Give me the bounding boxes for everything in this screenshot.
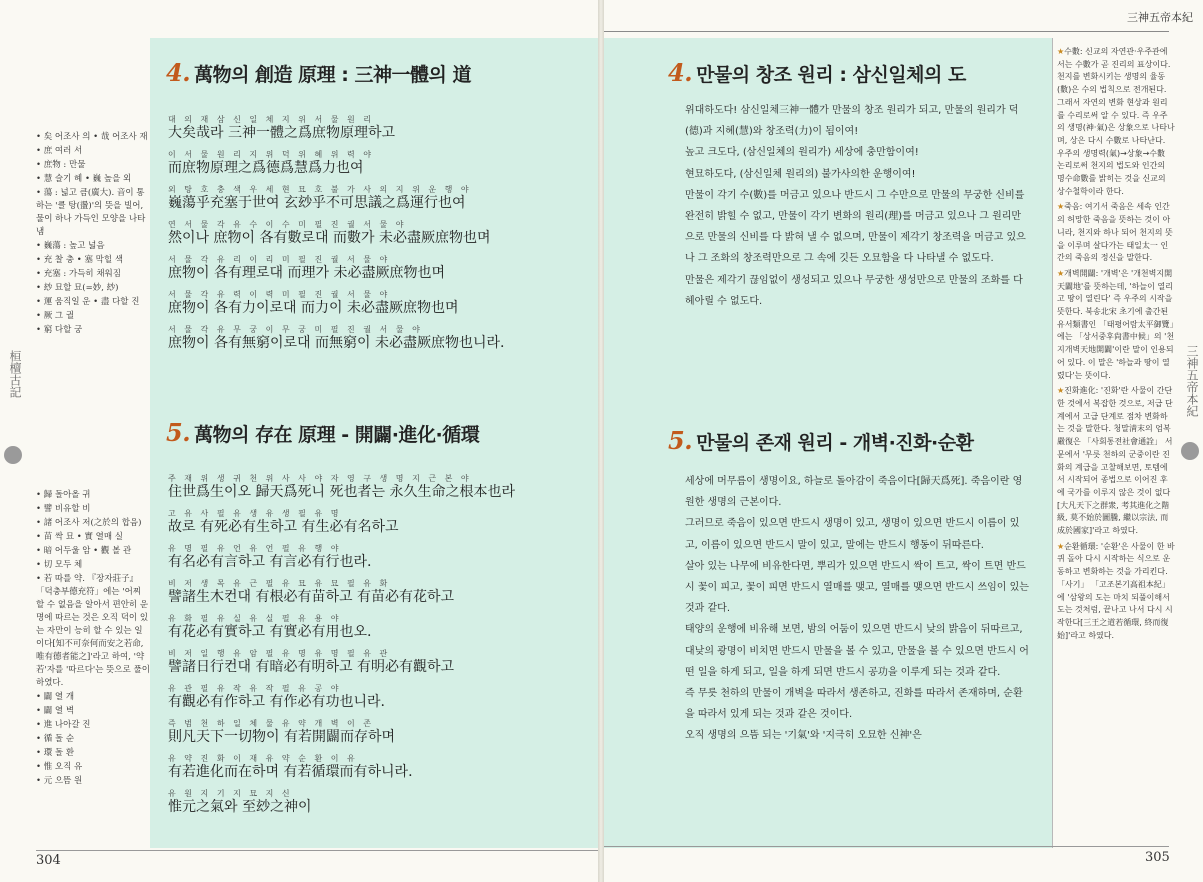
section-number: 5.	[668, 426, 693, 455]
vocab-note: • 庶 여러 서	[36, 146, 83, 156]
vocab-note: • 元 으뜸 원	[36, 776, 83, 786]
left-side-label: 桓檀古記	[8, 350, 22, 398]
vocab-note: • 進 나아갈 진	[36, 720, 91, 730]
hanja-line	[168, 254, 588, 282]
vocab-note: • 玅 묘할 묘(=妙, 玅)	[36, 283, 119, 293]
right-section4-body	[685, 100, 1030, 312]
vocab-note: • 惟 오직 유	[36, 762, 83, 772]
right-section5-title	[668, 426, 973, 455]
vocab-note: • 環 돌 환	[36, 748, 75, 758]
body-paragraph: 그러므로 죽음이 있으면 반드시 생명이 있고, 생명이 있으면 반드시 이름이 있고, 이름이 있으면 반드시 말이 있고, 말에는 반드시 행동이 뒤따른다.	[685, 518, 1020, 551]
section-number: 4.	[166, 58, 191, 87]
body-paragraph: 태양의 운행에 비유해 보면, 밤의 어둠이 있으면 반드시 낮의 밝음이 뒤따르고, 대낮의 광명이 비치면 반드시 만물을 볼 수 있고, 만물을 볼 수 있으면 반드시 어떤 일을 하게 되고, 일을 하게 되면 반드시 공功을 이루게 되는 것과 같다.	[685, 624, 1029, 678]
vocab-note: • 窮 다할 궁	[36, 325, 83, 335]
vocab-note: • 運 움직일 운 • 盡 다할 진	[36, 297, 140, 307]
hanja-line	[168, 578, 588, 606]
korean-reading: 대 의 재 삼 신 일 체 지 위 서 물 원 리	[168, 115, 374, 124]
korean-reading: 비 저 생 목 유 근 필 유 묘 유 묘 필 유 화	[168, 579, 391, 588]
hanja-text: 惟元之氣와 至玅之神이	[168, 799, 312, 815]
left-page-number: 304	[36, 853, 61, 868]
left-notes-bottom	[36, 489, 150, 789]
body-paragraph: 높고 크도다, (삼신일체의 원리가) 세상에 충만함이여!	[685, 147, 919, 159]
vocab-note: • 苗 싹 묘 • 實 열매 실	[36, 532, 123, 542]
korean-reading: 즉 범 천 하 일 체 물 유 약 개 벽 이 존	[168, 719, 374, 728]
vocab-note: • 循 돌 순	[36, 734, 75, 744]
korean-reading: 유 명 필 유 언 유 언 필 유 행 야	[168, 544, 342, 553]
body-paragraph: 즉 무릇 천하의 만물이 개벽을 따라서 생존하고, 진화를 따라서 존재하며, 순환을 따라서 있게 되는 것과 같은 것이다.	[685, 688, 1023, 721]
hanja-line	[168, 184, 588, 212]
left-tab-icon	[4, 446, 22, 464]
hanja-line	[168, 753, 588, 781]
hanja-line	[168, 149, 588, 177]
section-title-text: 만물의 창조 원리 : 삼신일체의 도	[696, 64, 966, 86]
left-notes-top	[36, 131, 150, 338]
korean-reading: 고 유 사 필 유 생 유 생 필 유 명	[168, 509, 342, 518]
korean-reading: 유 관 필 유 작 유 작 필 유 공 야	[168, 684, 342, 693]
hanja-line	[168, 543, 588, 571]
korean-reading: 연 서 물 각 유 수 이 수 미 필 진 궐 서 물 야	[168, 220, 407, 229]
vocab-note: • 諸 어조사 저(之於의 합음)	[36, 518, 142, 528]
section-title-text: 만물의 존재 원리 - 개벽·진화·순환	[696, 432, 974, 454]
hanja-line	[168, 683, 588, 711]
vocab-note: • 若 따를 약. 『장자莊子』 「덕충부德充符」에는 '어찌 할 수 없음을 알아서 편안히 운명에 따르는 것은 오직 덕이 있는 자만이 능히 할 수 있는 일이다[知不可奈何而安之若命, 唯有德者能之]'라고 하여, '약若'자를 '따르다'는 뜻으로 풀이하였다.	[36, 574, 150, 688]
body-paragraph: 오직 생명의 으뜸 되는 '기氣'와 '지극히 오묘한 신神'은	[685, 730, 922, 742]
footnote: ★죽음: 여기서 죽음은 세속 인간의 허망한 죽음을 뜻하는 것이 아니라, 천지와 하나 되어 천지의 뜻을 이루며 살다가는 태일太一 인간의 죽음의 정신을 말한다.	[1057, 202, 1173, 263]
hanja-line	[168, 219, 588, 247]
body-paragraph: 현묘하도다, (삼신일체 원리의) 불가사의한 운행이여!	[685, 168, 916, 180]
right-section4-title	[668, 58, 966, 87]
star-icon: ★	[1057, 47, 1065, 56]
hanja-text: 而庶物原理之爲德爲慧爲力也여	[168, 160, 364, 176]
footnote: ★개벽開闢: '개벽'은 '개천벽지開天闢地'를 뜻하는데, '하늘이 열리고 땅이 열린다' 즉 우주의 시작을 뜻한다. 북송北宋 초기에 출간된 유서類書인 「태평어람太平御覽」에는 「상서중후尙書中候」의 '천지개벽天地開闢'이란 말이 인용되어 있다. 이 말은 '하늘과 땅이 열렸다'는 뜻이다.	[1057, 268, 1175, 380]
body-paragraph: 위대하도다! 삼신일체三神一體가 만물의 창조 원리가 되고, 만물의 원리가 덕(德)과 지혜(慧)와 창조력(力)이 됨이여!	[685, 105, 1019, 138]
header-rule	[604, 31, 1169, 32]
korean-reading: 이 서 물 원 리 지 위 덕 위 혜 위 력 야	[168, 150, 374, 159]
section-number: 4.	[668, 58, 693, 87]
hanja-line	[168, 788, 588, 816]
body-paragraph: 만물이 각기 수(數)를 머금고 있으나 반드시 그 수만으로 만물의 무궁한 신비를 완전히 밝힐 수 없고, 만물이 각기 변화의 원리(理)를 머금고 있으나 그 원리만으로 만물의 신비를 다 밝혀 낼 수 없으며, 만물이 제각기 창조력을 머금고 있으나 그 조화의 창조력만으로 그 속에 깃든 오묘함을 다 나타낼 수 없도다.	[685, 189, 1026, 265]
hanja-line	[168, 324, 588, 352]
hanja-text: 有觀必有作하고 有作必有功也니라.	[168, 694, 385, 710]
hanja-text: 庶物이 各有力이로대 而力이 未必盡厥庶物也며	[168, 300, 459, 316]
vocab-note: • 譬 비유할 비	[36, 504, 91, 514]
hanja-line	[168, 613, 588, 641]
left-footer-rule	[36, 850, 598, 851]
footnote: ★순환循環: '순환'은 사물이 한 바퀴 돌아 다시 시작하는 식으로 운동하고 변화하는 것을 가리킨다. 「사기」 「고조본기高祖本紀」에 '삼왕의 도는 마치 되풀이해서 도는 것처럼, 끝나고 나서 다시 시작한다[三王之道若循環, 終而復始]'라고 하였다.	[1057, 541, 1175, 640]
hanja-line	[168, 114, 588, 142]
right-section5-body	[685, 471, 1030, 747]
korean-reading: 서 물 각 유 무 궁 이 무 궁 미 필 진 궐 서 물 야	[168, 325, 423, 334]
body-paragraph: 세상에 머무름이 생명이요, 하늘로 돌아감이 죽음이다[歸天爲死]. 죽음이란 영원한 생명의 근본이다.	[685, 476, 1023, 509]
hanja-text: 庶物이 各有理로대 而理가 未必盡厥庶物也며	[168, 265, 445, 281]
hanja-text: 譬諸日行컨대 有暗必有明하고 有明必有觀하고	[168, 659, 455, 675]
hanja-text: 住世爲生이오 歸天爲死니 死也者는 永久生命之根本也라	[168, 484, 515, 500]
hanja-text: 大矣哉라 三神一體之爲庶物原理하고	[168, 125, 396, 141]
hanja-text: 譬諸生木컨대 有根必有苗하고 有苗必有花하고	[168, 589, 455, 605]
left-section4-title	[166, 58, 471, 87]
star-icon: ★	[1057, 386, 1065, 396]
vocab-note: • 蕩 : 넓고 큼(廣大). 音이 통하는 '클 탕(盪)'의 뜻을 빌어, 물이 하나 가득인 모양을 나타냄	[36, 188, 146, 237]
hanja-line	[168, 648, 588, 676]
footnote: ★수數: 신교의 자연관·우주관에서는 수數가 곧 진리의 표상이다. 천지를 변화시키는 생명의 율동(數)은 수의 법칙으로 전개된다. 그래서 자연의 변화 현상과 원리를 수리로써 알 수 있다. 즉 우주의 생명(神·氣)은 상象으로 나타나며, 상은 다시 수數로 나타난다. 우주의 생명력(氣)→상象→수數 논리로써 천지의 법도와 인간의 명수命數를 밝히는 것을 신교의 상수철학이라 한다.	[1057, 47, 1175, 196]
star-icon: ★	[1057, 541, 1065, 551]
korean-reading: 유 원 지 기 지 묘 지 신	[168, 789, 293, 798]
hanja-line	[168, 289, 588, 317]
vocab-note: • 歸 돌아올 귀	[36, 490, 91, 500]
hanja-text: 然이나 庶物이 各有數로대 而數가 未必盡厥庶物也며	[168, 230, 491, 246]
hanja-line	[168, 718, 588, 746]
hanja-line	[168, 508, 588, 536]
hanja-text: 巍蕩乎充塞于世여 玄玅乎不可思議之爲運行也여	[168, 195, 466, 211]
korean-reading: 비 저 일 행 유 암 필 유 명 유 명 필 유 관	[168, 649, 391, 658]
hanja-text: 有若進化而在하며 有若循環而有하니라.	[168, 764, 413, 780]
vocab-note: • 慧 슬기 혜 • 巍 높을 외	[36, 174, 132, 184]
left-section5-hanja	[168, 473, 588, 823]
vocab-note: • 充塞 : 가득히 채워짐	[36, 269, 121, 279]
vocab-note: • 巍蕩 : 높고 넓음	[36, 241, 105, 251]
korean-reading: 유 약 진 화 이 재 유 약 순 환 이 유	[168, 754, 358, 763]
right-footer-rule	[604, 846, 1169, 847]
vocab-note: • 暗 어두울 암 • 觀 볼 관	[36, 546, 132, 556]
vocab-note: • 闢 열 개	[36, 692, 75, 702]
section-number: 5.	[166, 418, 191, 447]
footnote: ★진화進化: '진화'란 사물이 간단한 것에서 복잡한 것으로, 저급 단계에서 고급 단계로 점차 변화하는 것을 말한다. 청말淸末의 엄복嚴復은 「사회통전社會通詮」 서문에서 '무릇 천하의 군중이란 진화의 계급을 고찰해보면, 토템에서 시작되어 종법으로 이어진 후에 국가를 이루지 않은 것이 없다[大凡天下之群衆, 考其進化之階級, 莫不始於圖騰, 繼以宗法, 而成於國家]'라고 하였다.	[1057, 386, 1173, 536]
hanja-line	[168, 473, 588, 501]
body-paragraph: 만물은 제각기 끊임없이 생성되고 있으나 무궁한 생성만으로 만물의 조화를 다 헤아릴 수 없도다.	[685, 274, 1023, 307]
vocab-note: • 矣 어조사 의 • 哉 어조사 재	[36, 132, 148, 142]
star-icon: ★	[1057, 202, 1065, 212]
right-notes	[1057, 46, 1175, 645]
hanja-text: 有名必有言하고 有言必有行也라.	[168, 554, 372, 570]
vocab-note: • 切 모두 체	[36, 560, 83, 570]
hanja-text: 則凡天下一切物이 有若開闢而存하며	[168, 729, 396, 745]
section-title-text: 萬物의 存在 原理 - 開闢·進化·循環	[194, 424, 480, 446]
hanja-text: 有花必有實하고 有實必有用也오.	[168, 624, 372, 640]
left-section5-title	[166, 418, 479, 447]
vocab-note: • 厥 그 궐	[36, 311, 75, 321]
korean-reading: 서 물 각 유 력 이 력 미 필 진 궐 서 물 야	[168, 290, 391, 299]
korean-reading: 서 물 각 유 리 이 리 미 필 진 궐 서 물 야	[168, 255, 391, 264]
star-icon: ★	[1057, 268, 1065, 278]
vocab-note: • 充 찰 충 • 塞 막힐 색	[36, 255, 123, 265]
right-notes-rule	[1052, 38, 1053, 848]
hanja-text: 庶物이 各有無窮이로대 而無窮이 未必盡厥庶物也니라.	[168, 335, 505, 351]
section-title-text: 萬物의 創造 原理 : 三神一體의 道	[194, 64, 471, 86]
left-section4-hanja	[168, 114, 588, 359]
right-tab-icon	[1181, 442, 1199, 460]
right-page-number: 305	[1145, 850, 1170, 865]
korean-reading: 주 재 위 생 귀 천 위 사 사 야 자 영 구 생 명 지 근 본 야	[168, 474, 472, 483]
right-side-label: 三神五帝本紀	[1185, 345, 1199, 417]
korean-reading: 외 탕 호 충 색 우 세 현 묘 호 불 가 사 의 지 위 운 행 야	[168, 185, 472, 194]
vocab-note: • 闢 열 벽	[36, 706, 75, 716]
running-head: 三神五帝本紀	[1127, 11, 1193, 24]
vocab-note: • 庶物 : 만물	[36, 160, 86, 170]
hanja-text: 故로 有死必有生하고 有生必有名하고	[168, 519, 399, 535]
korean-reading: 유 화 필 유 실 유 실 필 유 용 야	[168, 614, 342, 623]
body-paragraph: 살아 있는 나무에 비유한다면, 뿌리가 있으면 반드시 싹이 트고, 싹이 트면 반드시 꽃이 피고, 꽃이 피면 반드시 열매를 맺고, 열매를 맺으면 반드시 쓰임이 있는 것과 같다.	[685, 560, 1029, 615]
